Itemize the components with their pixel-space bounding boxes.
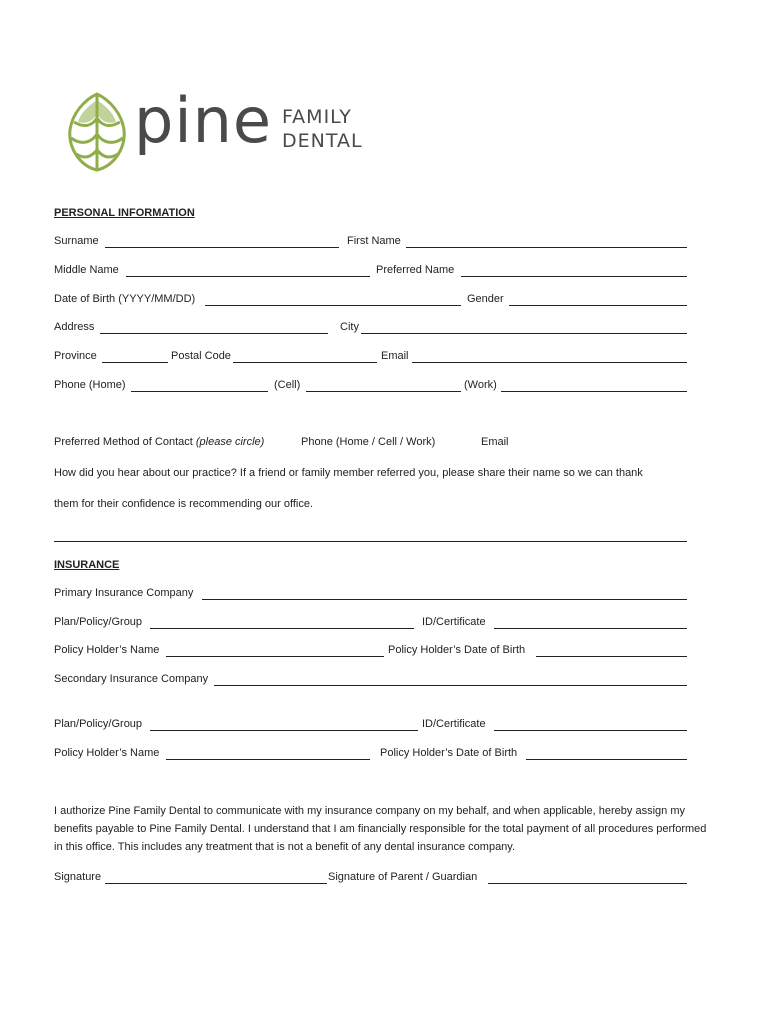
secondary-company-field[interactable] (214, 685, 687, 686)
logo-family: FAMILY (282, 106, 352, 128)
holder-name2-label: Policy Holder’s Name (54, 747, 160, 759)
plan1-field[interactable] (150, 628, 414, 629)
email-field[interactable] (412, 362, 687, 363)
insurance-section-title: INSURANCE (54, 559, 120, 571)
address-field[interactable] (100, 333, 328, 334)
address-label: Address (54, 321, 95, 333)
preferred-name-label: Preferred Name (376, 264, 455, 276)
holder-dob2-label: Policy Holder’s Date of Birth (380, 747, 518, 759)
surname-field[interactable] (105, 247, 339, 248)
contact-method-label (54, 436, 264, 448)
dob-label: Date of Birth (YYYY/MM/DD) (54, 293, 196, 305)
id1-field[interactable] (494, 628, 687, 629)
province-label: Province (54, 350, 97, 362)
city-label: City (340, 321, 359, 333)
holder-name1-field[interactable] (166, 656, 384, 657)
logo (62, 84, 372, 178)
logo-dental: DENTAL (282, 130, 363, 152)
referral-field[interactable] (54, 541, 687, 542)
authorization-text: I authorize Pine Family Dental to communicate with my insurance company on my behalf, and when applicable, hereby assign my benefits payable to Pine Family Dental. I understand that I am financially responsible for the total payment of all procedures performed in this office. This includes any treatment that is not a benefit of any dental insurance company. (54, 805, 707, 853)
signature-label: Signature (54, 871, 102, 883)
secondary-company-label: Secondary Insurance Company (54, 673, 209, 685)
signature-parent-field[interactable] (488, 883, 687, 884)
logo-word: pine (134, 84, 273, 157)
pinecone-icon (62, 90, 132, 174)
postal-code-field[interactable] (233, 362, 377, 363)
middle-name-label: Middle Name (54, 264, 119, 276)
phone-home-field[interactable] (131, 391, 268, 392)
id2-field[interactable] (494, 730, 687, 731)
plan2-field[interactable] (150, 730, 418, 731)
first-name-label: First Name (347, 235, 401, 247)
phone-work-label: (Work) (464, 379, 497, 391)
holder-dob1-field[interactable] (536, 656, 687, 657)
dob-field[interactable] (205, 305, 461, 306)
personal-section-title: PERSONAL INFORMATION (54, 207, 195, 219)
referral-question-line1: How did you hear about our practice? If a friend or family member referred you, please share their name so we can thank (54, 467, 643, 479)
province-field[interactable] (102, 362, 168, 363)
email-label: Email (381, 350, 409, 362)
contact-option-phone[interactable]: Phone (Home / Cell / Work) (301, 436, 436, 448)
signature-parent-label: Signature of Parent / Guardian (328, 871, 478, 883)
plan2-label: Plan/Policy/Group (54, 718, 143, 730)
holder-name2-field[interactable] (166, 759, 370, 760)
middle-name-field[interactable] (126, 276, 370, 277)
contact-option-email[interactable]: Email (481, 436, 509, 448)
contact-method-text: Preferred Method of Contact (54, 436, 193, 448)
plan1-label: Plan/Policy/Group (54, 616, 143, 628)
id1-label: ID/Certificate (422, 616, 486, 628)
primary-company-label: Primary Insurance Company (54, 587, 194, 599)
holder-name1-label: Policy Holder’s Name (54, 644, 160, 656)
surname-label: Surname (54, 235, 99, 247)
holder-dob1-label: Policy Holder’s Date of Birth (388, 644, 526, 656)
contact-method-note: (please circle) (195, 436, 265, 448)
postal-code-label: Postal Code (171, 350, 231, 362)
first-name-field[interactable] (406, 247, 687, 248)
id2-label: ID/Certificate (422, 718, 486, 730)
gender-label: Gender (467, 293, 504, 305)
referral-question-line2: them for their confidence is recommending our office. (54, 498, 314, 510)
holder-dob2-field[interactable] (526, 759, 687, 760)
phone-cell-field[interactable] (306, 391, 461, 392)
gender-field[interactable] (509, 305, 687, 306)
phone-work-field[interactable] (501, 391, 687, 392)
city-field[interactable] (361, 333, 687, 334)
phone-home-label: Phone (Home) (54, 379, 126, 391)
primary-company-field[interactable] (202, 599, 687, 600)
preferred-name-field[interactable] (461, 276, 687, 277)
signature-field[interactable] (105, 883, 327, 884)
phone-cell-label: (Cell) (274, 379, 301, 391)
